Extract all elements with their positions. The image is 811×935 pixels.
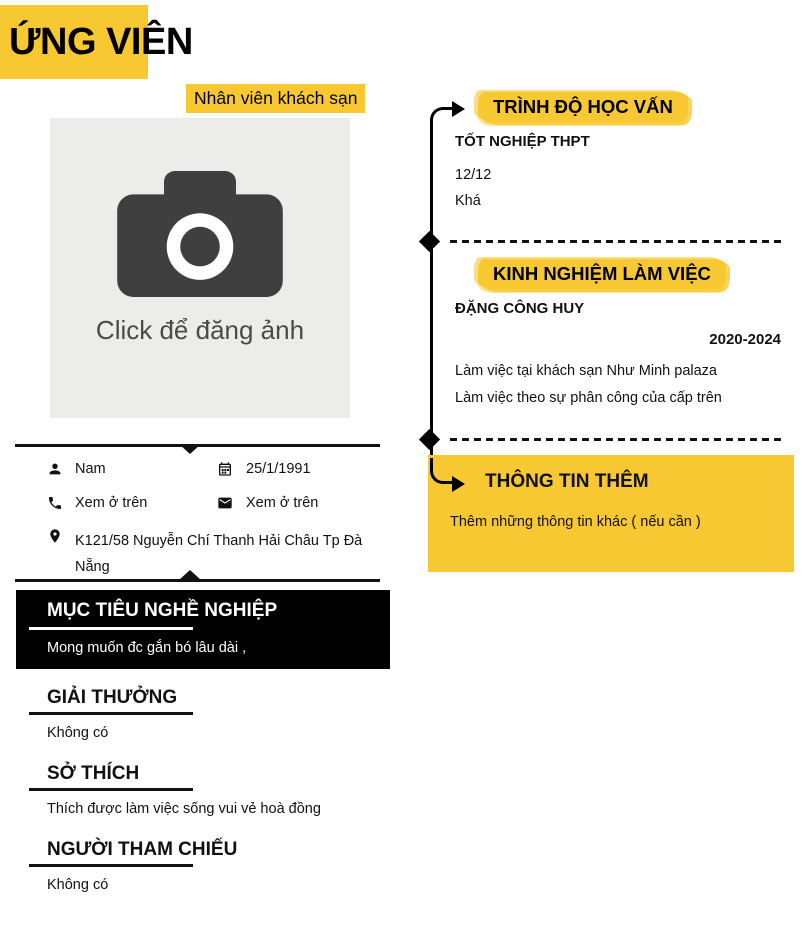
timeline-elbow-bottom (430, 458, 452, 484)
photo-upload-label: Click để đăng ảnh (95, 315, 305, 345)
arrow-right-icon (452, 476, 465, 492)
contact-email: Xem ở trên (246, 495, 319, 511)
dashed-divider (450, 438, 781, 441)
dashed-divider (450, 240, 781, 243)
awards-underline (29, 712, 193, 715)
triangle-down-icon (179, 444, 201, 454)
hobbies-underline (29, 788, 193, 791)
contact-address: K121/58 Nguyễn Chí Thanh Hải Châu Tp Đà Nẵng (75, 533, 363, 575)
references-content: Không có (47, 877, 109, 893)
timeline-elbow-top (430, 107, 452, 133)
experience-name: ĐẶNG CÔNG HUY (455, 300, 585, 317)
camera-icon (110, 162, 290, 306)
location-icon (47, 528, 63, 544)
contact-birthday: 25/1/1991 (246, 461, 311, 477)
objective-content: Mong muốn đc gắn bó lâu dài , (47, 640, 247, 656)
experience-duty: Làm việc tại khách sạn Như Minh palaza (455, 363, 717, 379)
arrow-right-icon (452, 101, 465, 117)
phone-icon (47, 495, 63, 511)
email-icon (217, 495, 233, 511)
job-title-badge: Nhân viên khách sạn (186, 84, 365, 113)
hobbies-content: Thích được làm việc sống vui vẻ hoà đồng (47, 801, 321, 817)
education-title: TRÌNH ĐỘ HỌC VẤN (478, 92, 688, 122)
calendar-icon (217, 461, 233, 477)
experience-period: 2020-2024 (709, 331, 781, 348)
experience-duty: Làm việc theo sự phân công của cấp trên (455, 390, 722, 406)
person-icon (47, 461, 63, 477)
education-degree: TỐT NGHIỆP THPT (455, 133, 590, 150)
timeline-line (430, 130, 433, 458)
education-grade: 12/12 (455, 167, 492, 183)
page-title: ỨNG VIÊN (9, 21, 193, 63)
references-title: NGƯỜI THAM CHIẾU (47, 839, 238, 860)
contact-phone: Xem ở trên (75, 495, 148, 511)
diamond-marker (419, 429, 440, 450)
references-underline (29, 864, 193, 867)
additional-title: THÔNG TIN THÊM (485, 471, 649, 492)
photo-upload-box[interactable] (50, 118, 350, 418)
awards-content: Không có (47, 725, 109, 741)
triangle-up-icon (179, 570, 201, 580)
hobbies-title: SỞ THÍCH (47, 763, 140, 784)
objective-section (16, 590, 390, 669)
objective-underline (29, 627, 193, 630)
diamond-marker (419, 231, 440, 252)
additional-content: Thêm những thông tin khác ( nếu cần ) (450, 514, 701, 530)
contact-gender: Nam (75, 461, 106, 477)
experience-title: KINH NGHIỆM LÀM VIỆC (478, 259, 726, 289)
objective-title: MỤC TIÊU NGHỀ NGHIỆP (47, 600, 278, 621)
education-rank: Khá (455, 193, 481, 209)
awards-title: GIẢI THƯỞNG (47, 687, 178, 708)
